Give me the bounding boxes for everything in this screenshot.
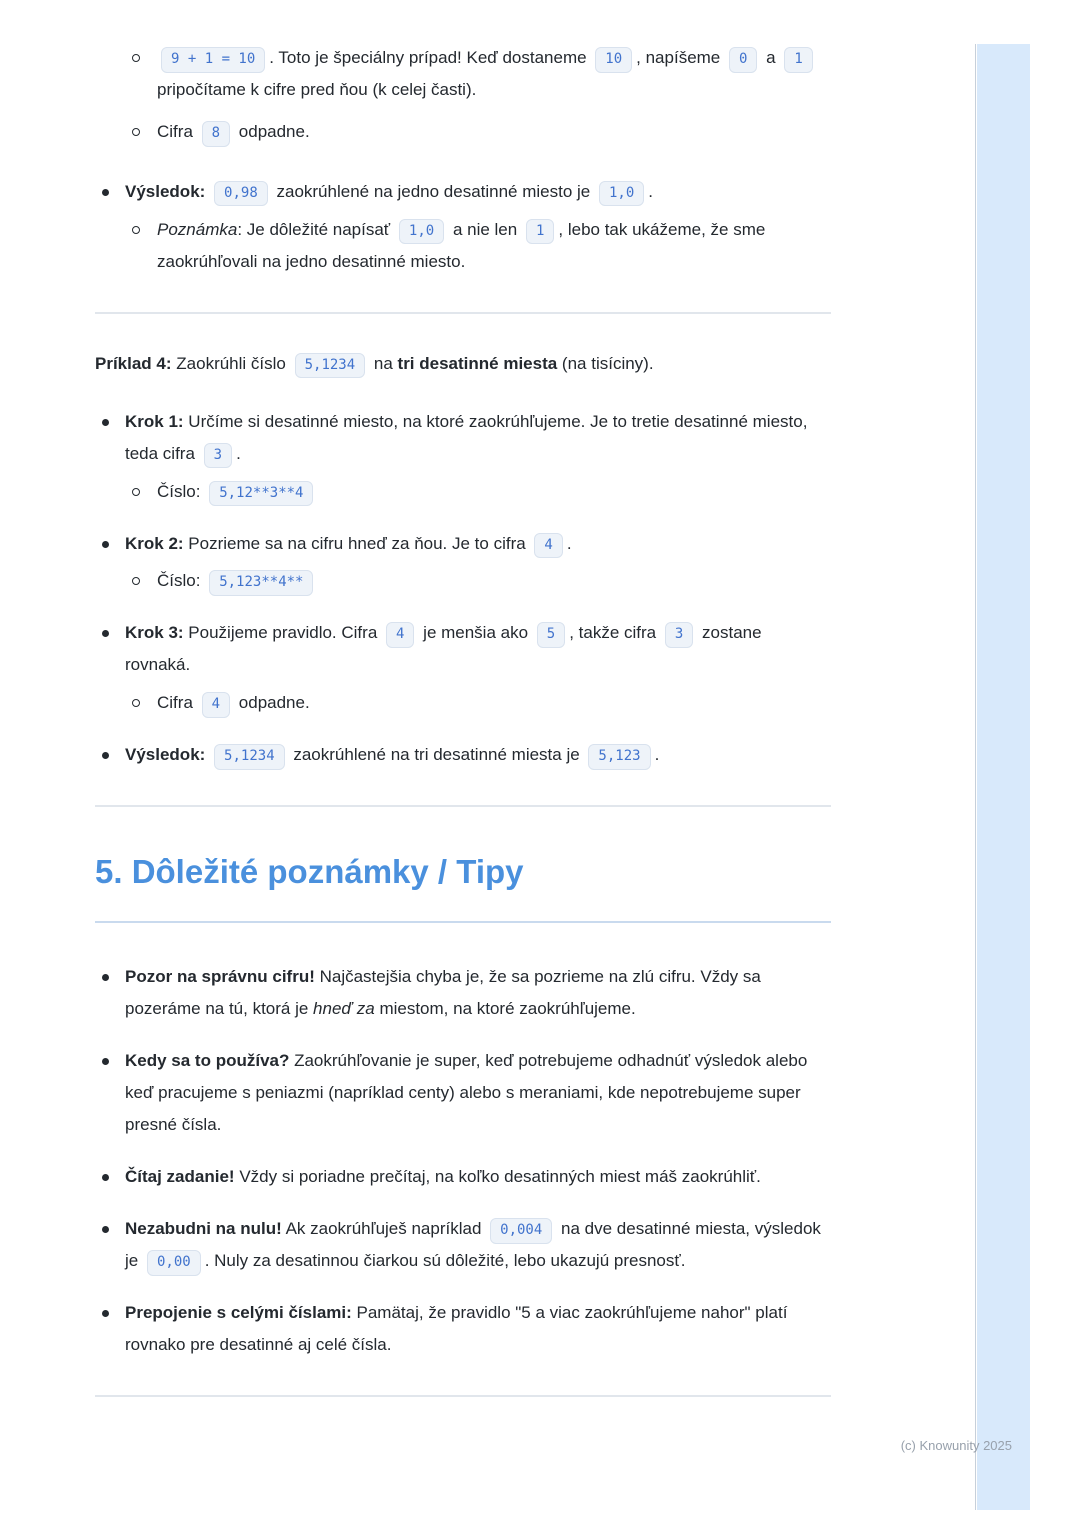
inline-code-chip: 5,1234 xyxy=(214,744,285,770)
text-run: Ak zaokrúhľuješ napríklad xyxy=(281,1219,487,1238)
text-run: a xyxy=(761,48,781,67)
bold-text: Čítaj zadanie! xyxy=(125,1167,235,1187)
list-item-text xyxy=(125,406,831,470)
bold-text: Výsledok: xyxy=(125,745,206,765)
list-item-text xyxy=(157,565,831,597)
list-item xyxy=(95,528,831,598)
next-page-preview-strip xyxy=(977,44,1030,1510)
inline-code-chip: 8 xyxy=(202,121,230,147)
text-run: na dve desatinné miesta, výsledok je xyxy=(125,1219,821,1270)
bold-text: Krok 1: xyxy=(125,411,184,431)
text-run: Najčastejšia chyba je, že sa pozrieme na zlú cifru. Vždy sa pozeráme na tú, ktorá je xyxy=(125,967,761,1019)
list-item-text xyxy=(157,42,831,106)
text-run: Vždy si poriadne prečítaj, na koľko desatinných miest máš zaokrúhliť. xyxy=(234,1167,761,1187)
list-item xyxy=(125,476,831,508)
text-run: Pozrieme sa na cifru hneď za ňou. Je to cifra xyxy=(183,533,531,553)
text-run: miestom, na ktoré zaokrúhľujeme. xyxy=(374,999,636,1019)
inline-code-chip: 3 xyxy=(665,622,693,648)
inline-code-chip: 5,123**4** xyxy=(209,570,313,596)
list-item xyxy=(95,617,831,719)
inline-code-chip: 0,98 xyxy=(214,181,268,207)
list-item xyxy=(95,1045,831,1141)
bold-text: tri desatinné miesta xyxy=(397,353,558,373)
section-divider xyxy=(95,1395,831,1397)
inline-code-chip: 0 xyxy=(729,47,757,73)
list-item-text xyxy=(125,528,831,560)
sub-bullet-list xyxy=(125,42,831,148)
text-run: . xyxy=(654,745,660,765)
list-item-text xyxy=(125,1045,831,1141)
list-item-text xyxy=(125,176,831,208)
inline-code-chip: 5 xyxy=(537,622,565,648)
text-run: Zaokrúhľovanie je super, keď potrebujeme odhadnúť výsledok alebo keď pracujeme s peniazmi (napríklad centy) alebo s meraniami, kde nepotrebujeme super presné čísla. xyxy=(125,1051,808,1135)
bold-text: Kedy sa to používa? xyxy=(125,1051,290,1071)
text-run: Určíme si desatinné miesto, na ktoré zaokrúhľujeme. Je to tretie desatinné miesto, teda cifra xyxy=(125,411,808,463)
text-run: zostane rovnaká. xyxy=(125,623,762,675)
text-run: , napíšeme xyxy=(636,48,725,67)
bold-text: Krok 2: xyxy=(125,533,184,553)
text-run: odpadne. xyxy=(234,693,310,713)
inline-code-chip: 1,0 xyxy=(599,181,644,207)
list-item-text xyxy=(125,961,831,1025)
text-run: a nie len xyxy=(448,219,522,239)
list-item-text xyxy=(157,476,831,508)
text-run: Cifra xyxy=(157,121,198,141)
list-item xyxy=(95,406,831,508)
section-heading: 5. Dôležité poznámky / Tipy xyxy=(95,841,831,923)
paragraph xyxy=(95,348,831,380)
inline-code-chip: 1 xyxy=(784,47,812,73)
text-run: . xyxy=(648,181,654,201)
inline-code-chip: 5,12**3**4 xyxy=(209,481,313,507)
sub-bullet-list xyxy=(125,687,831,719)
list-item xyxy=(95,739,831,771)
text-run: . xyxy=(236,443,241,463)
list-item xyxy=(95,1297,831,1361)
text-run: Zaokrúhli číslo xyxy=(171,353,291,373)
list-item-text xyxy=(125,1213,831,1277)
inline-code-chip: 0,00 xyxy=(147,1250,201,1276)
inline-code-chip: 5,123 xyxy=(588,744,650,770)
text-run xyxy=(205,182,210,201)
list-item xyxy=(125,565,831,597)
sub-bullet-list xyxy=(125,214,831,278)
bold-text: Príklad 4: xyxy=(95,353,172,373)
list-item xyxy=(125,42,831,106)
list-item-text xyxy=(125,617,831,681)
text-run: je menšia ako xyxy=(418,623,533,643)
list-item-text xyxy=(125,739,831,771)
inline-code-chip: 10 xyxy=(595,47,632,73)
list-item xyxy=(95,1161,831,1193)
list-item xyxy=(95,961,831,1025)
text-run: Pamätaj, že pravidlo "5 a viac zaokrúhľujeme nahor" platí rovnako pre desatinné aj celé čísla. xyxy=(125,1302,788,1354)
list-item-text xyxy=(157,116,831,148)
list-item xyxy=(125,214,831,278)
text-run: . xyxy=(566,533,572,553)
text-run: . Toto je špeciálny prípad! Keď dostaneme xyxy=(269,48,592,67)
text-run: , takže cifra xyxy=(569,623,661,643)
list-item xyxy=(125,116,831,148)
text-run: zaokrúhlené na jedno desatinné miesto je xyxy=(271,181,595,201)
inline-code-chip: 1 xyxy=(526,219,554,245)
text-run: Číslo: xyxy=(157,571,206,591)
list-item-text xyxy=(157,214,831,278)
list-item xyxy=(95,176,831,278)
bullet-list xyxy=(95,176,831,278)
text-run: Použijeme pravidlo. Cifra xyxy=(183,623,382,643)
page-edge-line xyxy=(975,44,976,1510)
section-divider xyxy=(95,312,831,314)
inline-code-chip: 4 xyxy=(202,692,230,718)
section-divider xyxy=(95,805,831,807)
bold-text: Prepojenie s celými číslami: xyxy=(125,1302,352,1322)
sub-bullet-list xyxy=(125,565,831,597)
inline-code-chip: 4 xyxy=(534,533,562,559)
text-run: Číslo: xyxy=(157,481,206,501)
watermark-text: (c) Knowunity 2025 xyxy=(900,1438,1012,1453)
bold-text: Nezabudni na nulu! xyxy=(125,1219,282,1238)
text-run xyxy=(205,745,210,764)
sub-bullet-list xyxy=(125,476,831,508)
list-item-text xyxy=(125,1297,831,1361)
bullet-list xyxy=(95,961,831,1361)
list-item xyxy=(95,1213,831,1277)
text-run: , lebo tak ukážeme, že sme zaokrúhľovali na jedno desatinné miesto. xyxy=(157,219,766,271)
text-run: Cifra xyxy=(157,693,198,713)
text-run: (na tisíciny). xyxy=(557,353,654,373)
document-content xyxy=(95,42,831,1431)
inline-code-chip: 5,1234 xyxy=(295,353,366,379)
list-item-text xyxy=(125,1161,831,1193)
inline-code-chip: 9 + 1 = 10 xyxy=(161,47,265,73)
inline-code-chip: 0,004 xyxy=(490,1218,552,1244)
text-run: . Nuly za desatinnou čiarkou sú dôležité, lebo ukazujú presnosť. xyxy=(204,1250,686,1270)
bullet-list xyxy=(95,406,831,772)
text-run: na xyxy=(369,353,398,373)
inline-code-chip: 4 xyxy=(386,622,414,648)
inline-code-chip: 1,0 xyxy=(399,219,444,245)
text-run: zaokrúhlené na tri desatinné miesta je xyxy=(288,745,585,765)
bold-text: Krok 3: xyxy=(125,623,184,643)
inline-code-chip: 3 xyxy=(204,443,232,469)
text-run: odpadne. xyxy=(234,121,310,141)
bold-text: Pozor na správnu cifru! xyxy=(125,967,315,987)
text-run: pripočítame k cifre pred ňou (k celej časti). xyxy=(157,79,477,99)
list-item xyxy=(125,687,831,719)
italic-text: hneď za xyxy=(313,999,375,1019)
italic-text: Poznámka xyxy=(157,219,238,239)
list-item-text xyxy=(157,687,831,719)
bold-text: Výsledok: xyxy=(125,181,206,201)
text-run: : Je dôležité napísať xyxy=(237,219,395,239)
